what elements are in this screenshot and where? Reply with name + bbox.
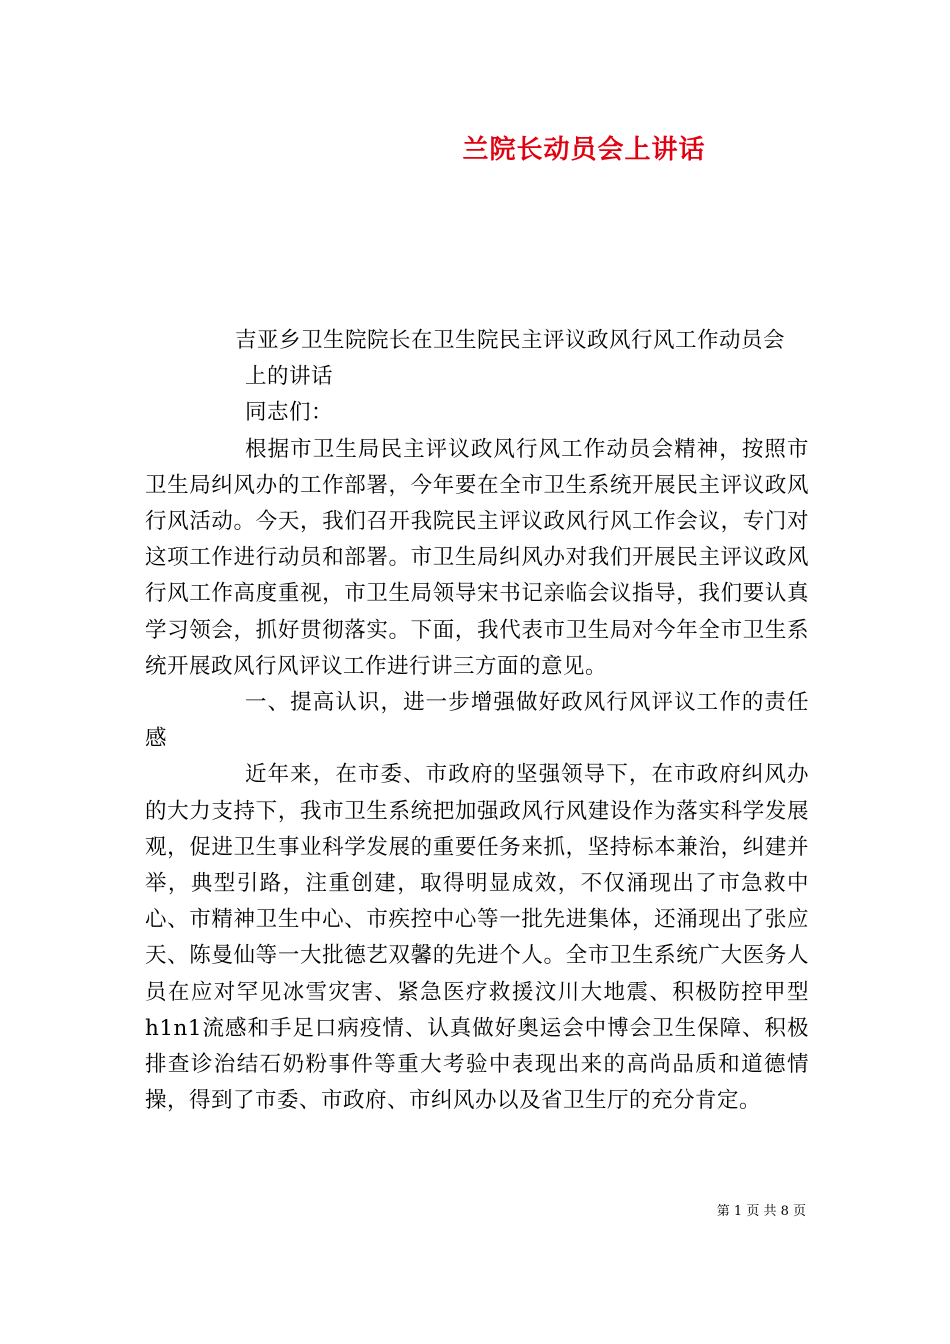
paragraph: 近年来，在市委、市政府的坚强领导下，在市政府纠风办的大力支持下，我市卫生系统把加强政风行风建设作为落实科学发展观，促进卫生事业科学发展的重要任务来抓，坚持标本兼治，纠建并举，典型引路，注重创建，取得明显成效，不仅涌现出了市急救中心、市精神卫生中心、市疾控中心等一批先进集体，还涌现出了张应天、陈曼仙等一大批德艺双馨的先进个人。全市卫生系统广大医务人员在应对罕见冰雪灾害、紧急医疗救援汶川大地震、积极防控甲型h1n1流感和手足口病疫情、认真做好奥运会中博会卫生保障、积极排查诊治结石奶粉事件等重大考验中表现出来的高尚品质和道德情操，得到了市委、市政府、市纠风办以及省卫生厅的充分肯定。 bbox=[145, 762, 809, 1114]
page-title: 兰院长动员会上讲话 bbox=[462, 135, 706, 165]
subtitle-line-1: 吉亚乡卫生院院长在卫生院民主评议政风行风工作动员会 bbox=[235, 328, 786, 353]
document-body bbox=[145, 323, 809, 1119]
subtitle-line-2: 上的讲话 bbox=[245, 364, 334, 390]
page-indicator: 第 1 页 共 8 页 bbox=[716, 1204, 806, 1219]
salutation: 同志们： bbox=[245, 400, 334, 426]
section-heading: 一、提高认识，进一步增强做好政风行风评议工作的责任感 bbox=[145, 690, 809, 752]
paragraph: 根据市卫生局民主评议政风行风工作动员会精神，按照市卫生局纠风办的工作部署，今年要在全市卫生系统开展民主评议政风行风活动。今天，我们召开我院民主评议政风行风工作会议，专门对这项工作进行动员和部署。市卫生局纠风办对我们开展民主评议政风行风工作高度重视，市卫生局领导宋书记亲临会议指导，我们要认真学习领会，抓好贯彻落实。下面，我代表市卫生局对今年全市卫生系统开展政风行风评议工作进行讲三方面的意见。 bbox=[145, 436, 809, 679]
